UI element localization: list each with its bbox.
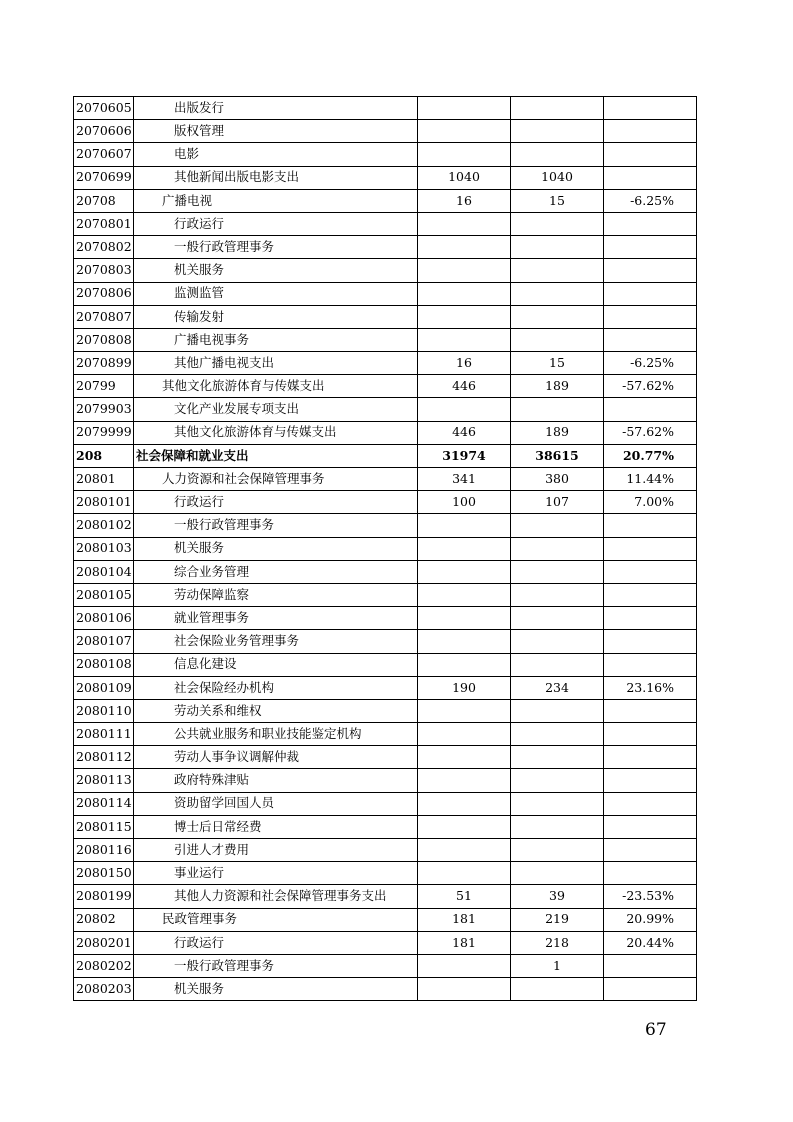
row-change-percent (604, 398, 697, 421)
row-current-value (511, 723, 604, 746)
row-change-percent (604, 723, 697, 746)
row-code: 2070607 (74, 143, 134, 166)
row-current-value: 234 (511, 676, 604, 699)
row-item-name: 一般行政管理事务 (134, 954, 418, 977)
row-current-value: 189 (511, 375, 604, 398)
row-change-percent: 20.77% (604, 444, 697, 467)
row-item-name: 出版发行 (134, 97, 418, 120)
row-code: 2070808 (74, 328, 134, 351)
row-change-percent: -57.62% (604, 375, 697, 398)
row-change-percent (604, 166, 697, 189)
row-item-name: 版权管理 (134, 120, 418, 143)
row-current-value (511, 607, 604, 630)
page-number: 67 (645, 1020, 667, 1040)
row-code: 2080102 (74, 514, 134, 537)
row-item-name: 信息化建设 (134, 653, 418, 676)
row-item-name: 其他人力资源和社会保障管理事务支出 (134, 885, 418, 908)
row-current-value: 189 (511, 421, 604, 444)
row-item-name: 博士后日常经费 (134, 815, 418, 838)
row-change-percent (604, 514, 697, 537)
row-item-name: 公共就业服务和职业技能鉴定机构 (134, 723, 418, 746)
row-current-value (511, 305, 604, 328)
row-prior-value (418, 236, 511, 259)
row-current-value (511, 97, 604, 120)
row-code: 2080113 (74, 769, 134, 792)
row-prior-value (418, 282, 511, 305)
table-row (74, 491, 697, 514)
row-item-name: 广播电视事务 (134, 328, 418, 351)
table-row (74, 746, 697, 769)
row-code: 20708 (74, 189, 134, 212)
row-item-name: 人力资源和社会保障管理事务 (134, 468, 418, 491)
row-code: 20801 (74, 468, 134, 491)
row-code: 2080202 (74, 954, 134, 977)
row-change-percent: -6.25% (604, 352, 697, 375)
row-current-value: 39 (511, 885, 604, 908)
row-change-percent (604, 328, 697, 351)
table-row (74, 143, 697, 166)
row-change-percent: 7.00% (604, 491, 697, 514)
row-code: 2070606 (74, 120, 134, 143)
row-change-percent (604, 862, 697, 885)
row-prior-value (418, 746, 511, 769)
row-code: 2080107 (74, 630, 134, 653)
row-current-value (511, 259, 604, 282)
table-body (74, 97, 697, 1001)
row-change-percent (604, 769, 697, 792)
table-row (74, 259, 697, 282)
row-code: 2079999 (74, 421, 134, 444)
row-change-percent (604, 746, 697, 769)
row-code: 2080106 (74, 607, 134, 630)
row-change-percent: -23.53% (604, 885, 697, 908)
row-current-value: 1 (511, 954, 604, 977)
row-prior-value: 446 (418, 421, 511, 444)
row-item-name: 一般行政管理事务 (134, 514, 418, 537)
row-item-name: 事业运行 (134, 862, 418, 885)
row-change-percent (604, 583, 697, 606)
table-row (74, 328, 697, 351)
row-change-percent: 11.44% (604, 468, 697, 491)
row-code: 2080114 (74, 792, 134, 815)
row-change-percent (604, 815, 697, 838)
row-change-percent (604, 839, 697, 862)
row-current-value (511, 630, 604, 653)
row-prior-value: 16 (418, 189, 511, 212)
table-row (74, 352, 697, 375)
row-current-value (511, 978, 604, 1001)
row-item-name: 民政管理事务 (134, 908, 418, 931)
row-code: 2070807 (74, 305, 134, 328)
row-current-value (511, 746, 604, 769)
table-row (74, 120, 697, 143)
row-code: 2080109 (74, 676, 134, 699)
table-row (74, 537, 697, 560)
row-item-name: 政府特殊津贴 (134, 769, 418, 792)
row-item-name: 电影 (134, 143, 418, 166)
table-row (74, 839, 697, 862)
row-current-value (511, 143, 604, 166)
table-row (74, 514, 697, 537)
row-current-value (511, 653, 604, 676)
row-current-value: 1040 (511, 166, 604, 189)
row-prior-value (418, 305, 511, 328)
row-current-value (511, 769, 604, 792)
row-change-percent (604, 212, 697, 235)
row-current-value (511, 398, 604, 421)
table-row (74, 862, 697, 885)
table-row (74, 421, 697, 444)
row-prior-value: 31974 (418, 444, 511, 467)
row-prior-value: 341 (418, 468, 511, 491)
row-prior-value: 190 (418, 676, 511, 699)
row-change-percent: 20.44% (604, 931, 697, 954)
table-row (74, 212, 697, 235)
row-code: 2080101 (74, 491, 134, 514)
row-prior-value (418, 954, 511, 977)
row-prior-value (418, 862, 511, 885)
row-current-value (511, 815, 604, 838)
row-code: 2080111 (74, 723, 134, 746)
row-change-percent: -6.25% (604, 189, 697, 212)
row-change-percent (604, 120, 697, 143)
table-row (74, 444, 697, 467)
table-row (74, 908, 697, 931)
table-row (74, 305, 697, 328)
row-code: 2070802 (74, 236, 134, 259)
row-change-percent (604, 978, 697, 1001)
row-change-percent: -57.62% (604, 421, 697, 444)
row-item-name: 行政运行 (134, 212, 418, 235)
row-change-percent: 23.16% (604, 676, 697, 699)
row-code: 2080115 (74, 815, 134, 838)
row-change-percent (604, 607, 697, 630)
row-code: 2080112 (74, 746, 134, 769)
row-current-value: 380 (511, 468, 604, 491)
row-current-value (511, 537, 604, 560)
row-prior-value (418, 978, 511, 1001)
row-code: 2070699 (74, 166, 134, 189)
row-current-value (511, 839, 604, 862)
row-code: 20799 (74, 375, 134, 398)
row-code: 2070899 (74, 352, 134, 375)
row-item-name: 社会保障和就业支出 (134, 444, 418, 467)
row-item-name: 劳动人事争议调解仲裁 (134, 746, 418, 769)
row-prior-value: 51 (418, 885, 511, 908)
row-code: 2070801 (74, 212, 134, 235)
row-prior-value (418, 723, 511, 746)
row-item-name: 机关服务 (134, 537, 418, 560)
row-item-name: 文化产业发展专项支出 (134, 398, 418, 421)
row-code: 2070803 (74, 259, 134, 282)
row-code: 2080116 (74, 839, 134, 862)
row-item-name: 传输发射 (134, 305, 418, 328)
row-current-value: 15 (511, 352, 604, 375)
row-change-percent (604, 305, 697, 328)
row-prior-value (418, 143, 511, 166)
row-current-value (511, 792, 604, 815)
row-current-value (511, 862, 604, 885)
table-row (74, 723, 697, 746)
table-row (74, 653, 697, 676)
row-prior-value (418, 583, 511, 606)
table-row (74, 560, 697, 583)
row-item-name: 劳动保障监察 (134, 583, 418, 606)
row-item-name: 资助留学回国人员 (134, 792, 418, 815)
row-prior-value: 446 (418, 375, 511, 398)
row-code: 2080110 (74, 699, 134, 722)
row-current-value (511, 583, 604, 606)
row-code: 2070605 (74, 97, 134, 120)
row-code: 2080104 (74, 560, 134, 583)
table-row (74, 699, 697, 722)
row-current-value (511, 120, 604, 143)
row-code: 2080150 (74, 862, 134, 885)
row-code: 20802 (74, 908, 134, 931)
row-current-value (511, 212, 604, 235)
table-row (74, 954, 697, 977)
row-change-percent (604, 560, 697, 583)
row-item-name: 监测监管 (134, 282, 418, 305)
row-item-name: 其他文化旅游体育与传媒支出 (134, 421, 418, 444)
row-item-name: 引进人才费用 (134, 839, 418, 862)
row-prior-value (418, 630, 511, 653)
row-current-value: 107 (511, 491, 604, 514)
row-item-name: 行政运行 (134, 931, 418, 954)
row-change-percent (604, 954, 697, 977)
table-row (74, 189, 697, 212)
row-item-name: 就业管理事务 (134, 607, 418, 630)
table-row (74, 97, 697, 120)
table-row (74, 468, 697, 491)
row-code: 2080103 (74, 537, 134, 560)
row-code: 2080105 (74, 583, 134, 606)
row-prior-value (418, 839, 511, 862)
table-row (74, 978, 697, 1001)
row-code: 2079903 (74, 398, 134, 421)
row-item-name: 行政运行 (134, 491, 418, 514)
row-prior-value (418, 328, 511, 351)
row-prior-value (418, 560, 511, 583)
row-code: 2080199 (74, 885, 134, 908)
table-row (74, 282, 697, 305)
row-prior-value: 181 (418, 908, 511, 931)
row-code: 2070806 (74, 282, 134, 305)
row-prior-value (418, 815, 511, 838)
row-change-percent (604, 630, 697, 653)
row-prior-value (418, 398, 511, 421)
table-row (74, 931, 697, 954)
table-row (74, 792, 697, 815)
row-prior-value (418, 514, 511, 537)
table-row (74, 166, 697, 189)
row-code: 2080108 (74, 653, 134, 676)
row-change-percent (604, 537, 697, 560)
row-current-value (511, 236, 604, 259)
row-item-name: 其他文化旅游体育与传媒支出 (134, 375, 418, 398)
table-row (74, 607, 697, 630)
row-change-percent (604, 143, 697, 166)
table-row (74, 815, 697, 838)
row-current-value: 15 (511, 189, 604, 212)
row-prior-value (418, 653, 511, 676)
row-change-percent (604, 259, 697, 282)
row-change-percent (604, 236, 697, 259)
row-change-percent (604, 97, 697, 120)
row-code: 208 (74, 444, 134, 467)
row-item-name: 广播电视 (134, 189, 418, 212)
row-prior-value (418, 120, 511, 143)
row-current-value (511, 282, 604, 305)
row-item-name: 综合业务管理 (134, 560, 418, 583)
row-item-name: 机关服务 (134, 978, 418, 1001)
row-current-value: 218 (511, 931, 604, 954)
table-row (74, 583, 697, 606)
row-prior-value: 181 (418, 931, 511, 954)
row-item-name: 其他新闻出版电影支出 (134, 166, 418, 189)
row-current-value: 38615 (511, 444, 604, 467)
row-prior-value (418, 769, 511, 792)
row-prior-value: 100 (418, 491, 511, 514)
row-code: 2080201 (74, 931, 134, 954)
row-change-percent: 20.99% (604, 908, 697, 931)
table-row (74, 375, 697, 398)
row-prior-value (418, 212, 511, 235)
row-item-name: 其他广播电视支出 (134, 352, 418, 375)
table-row (74, 769, 697, 792)
row-prior-value (418, 607, 511, 630)
row-item-name: 劳动关系和维权 (134, 699, 418, 722)
table-row (74, 236, 697, 259)
row-prior-value: 16 (418, 352, 511, 375)
table-row (74, 676, 697, 699)
row-prior-value (418, 259, 511, 282)
row-item-name: 一般行政管理事务 (134, 236, 418, 259)
row-prior-value (418, 699, 511, 722)
table-row (74, 630, 697, 653)
row-item-name: 社会保险业务管理事务 (134, 630, 418, 653)
budget-table (73, 96, 697, 1001)
row-change-percent (604, 792, 697, 815)
row-code: 2080203 (74, 978, 134, 1001)
row-item-name: 社会保险经办机构 (134, 676, 418, 699)
row-current-value (511, 560, 604, 583)
row-prior-value (418, 792, 511, 815)
row-change-percent (604, 653, 697, 676)
row-item-name: 机关服务 (134, 259, 418, 282)
row-change-percent (604, 699, 697, 722)
row-current-value (511, 514, 604, 537)
row-prior-value (418, 537, 511, 560)
row-prior-value: 1040 (418, 166, 511, 189)
row-current-value: 219 (511, 908, 604, 931)
row-current-value (511, 328, 604, 351)
row-prior-value (418, 97, 511, 120)
row-current-value (511, 699, 604, 722)
table-row (74, 398, 697, 421)
row-change-percent (604, 282, 697, 305)
table-row (74, 885, 697, 908)
